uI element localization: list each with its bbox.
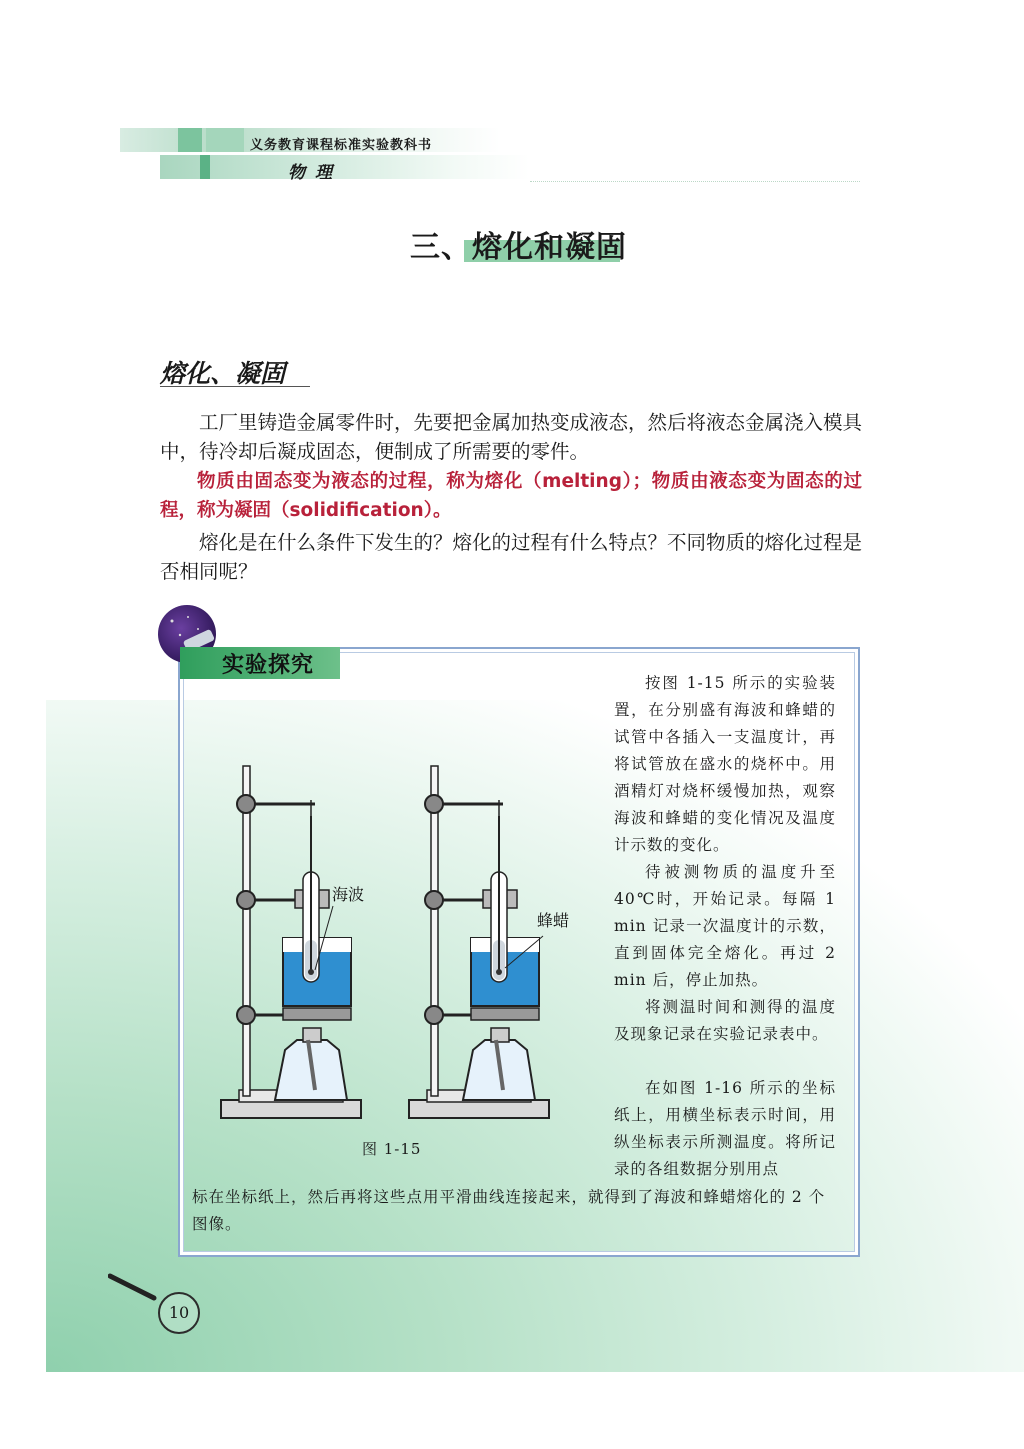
subject-title: 物理	[288, 163, 342, 183]
header-divider	[530, 181, 860, 182]
experiment-text-3: 将测温时间和测得的温度及现象记录在实验记录表中。	[614, 998, 836, 1043]
right-apparatus	[409, 766, 549, 1118]
header-block	[178, 128, 202, 152]
section-heading: 熔化、凝固	[160, 359, 286, 388]
left-apparatus	[221, 766, 361, 1118]
figure-caption: 图 1-15	[362, 1140, 422, 1158]
header-band-bottom	[160, 155, 530, 179]
page-title: 三、熔化和凝固	[410, 230, 627, 265]
label-hypo: 海波	[332, 885, 365, 904]
label-beeswax: 蜂蜡	[537, 911, 570, 930]
experiment-text-4: 在如图 1-16 所示的坐标纸上，用横坐标表示时间，用纵坐标表示所测温度。将所记录的各组数据分别用点	[614, 1079, 836, 1178]
experiment-text-2: 待被测物质的温度升至 40℃时，开始记录。每隔 1 min 记录一次温度计的示数，直到固体完全熔化。再过 2 min 后，停止加热。	[614, 863, 836, 989]
paragraph-intro: 工厂里铸造金属零件时，先要把金属加热变成液态，然后将液态金属浇入模具中，待冷却后凝成固态，便制成了所需要的零件。	[160, 411, 863, 463]
header-block	[206, 128, 244, 152]
paragraph-question: 熔化是在什么条件下发生的？熔化的过程有什么特点？不同物质的熔化过程是否相同呢？	[160, 531, 863, 583]
figure-apparatus	[215, 760, 585, 1130]
paragraph-definition: 物质由固态变为液态的过程，称为熔化（melting）；物质由液态变为固态的过程，称为凝固（solidification）。	[160, 471, 862, 521]
page-number-wrap	[158, 1292, 202, 1336]
page-number: 10	[158, 1292, 200, 1334]
experiment-text-1: 按图 1-15 所示的实验装置，在分别盛有海波和蜂蜡的试管中各插入一支温度计，再将试管放在盛水的烧杯中。用酒精灯对烧杯缓慢加热，观察海波和蜂蜡的变化情况及温度计示数的变化。	[614, 674, 836, 854]
chapter-title-wrap	[410, 222, 627, 266]
series-title: 义务教育课程标准实验教科书	[250, 138, 433, 153]
section-underline	[160, 386, 310, 387]
experiment-badge-label: 实验探究	[222, 653, 315, 678]
experiment-text-bottom: 标在坐标纸上，然后再将这些点用平滑曲线连接起来，就得到了海波和蜂蜡熔化的 2 个图像。	[192, 1188, 826, 1233]
header-block	[200, 155, 210, 179]
